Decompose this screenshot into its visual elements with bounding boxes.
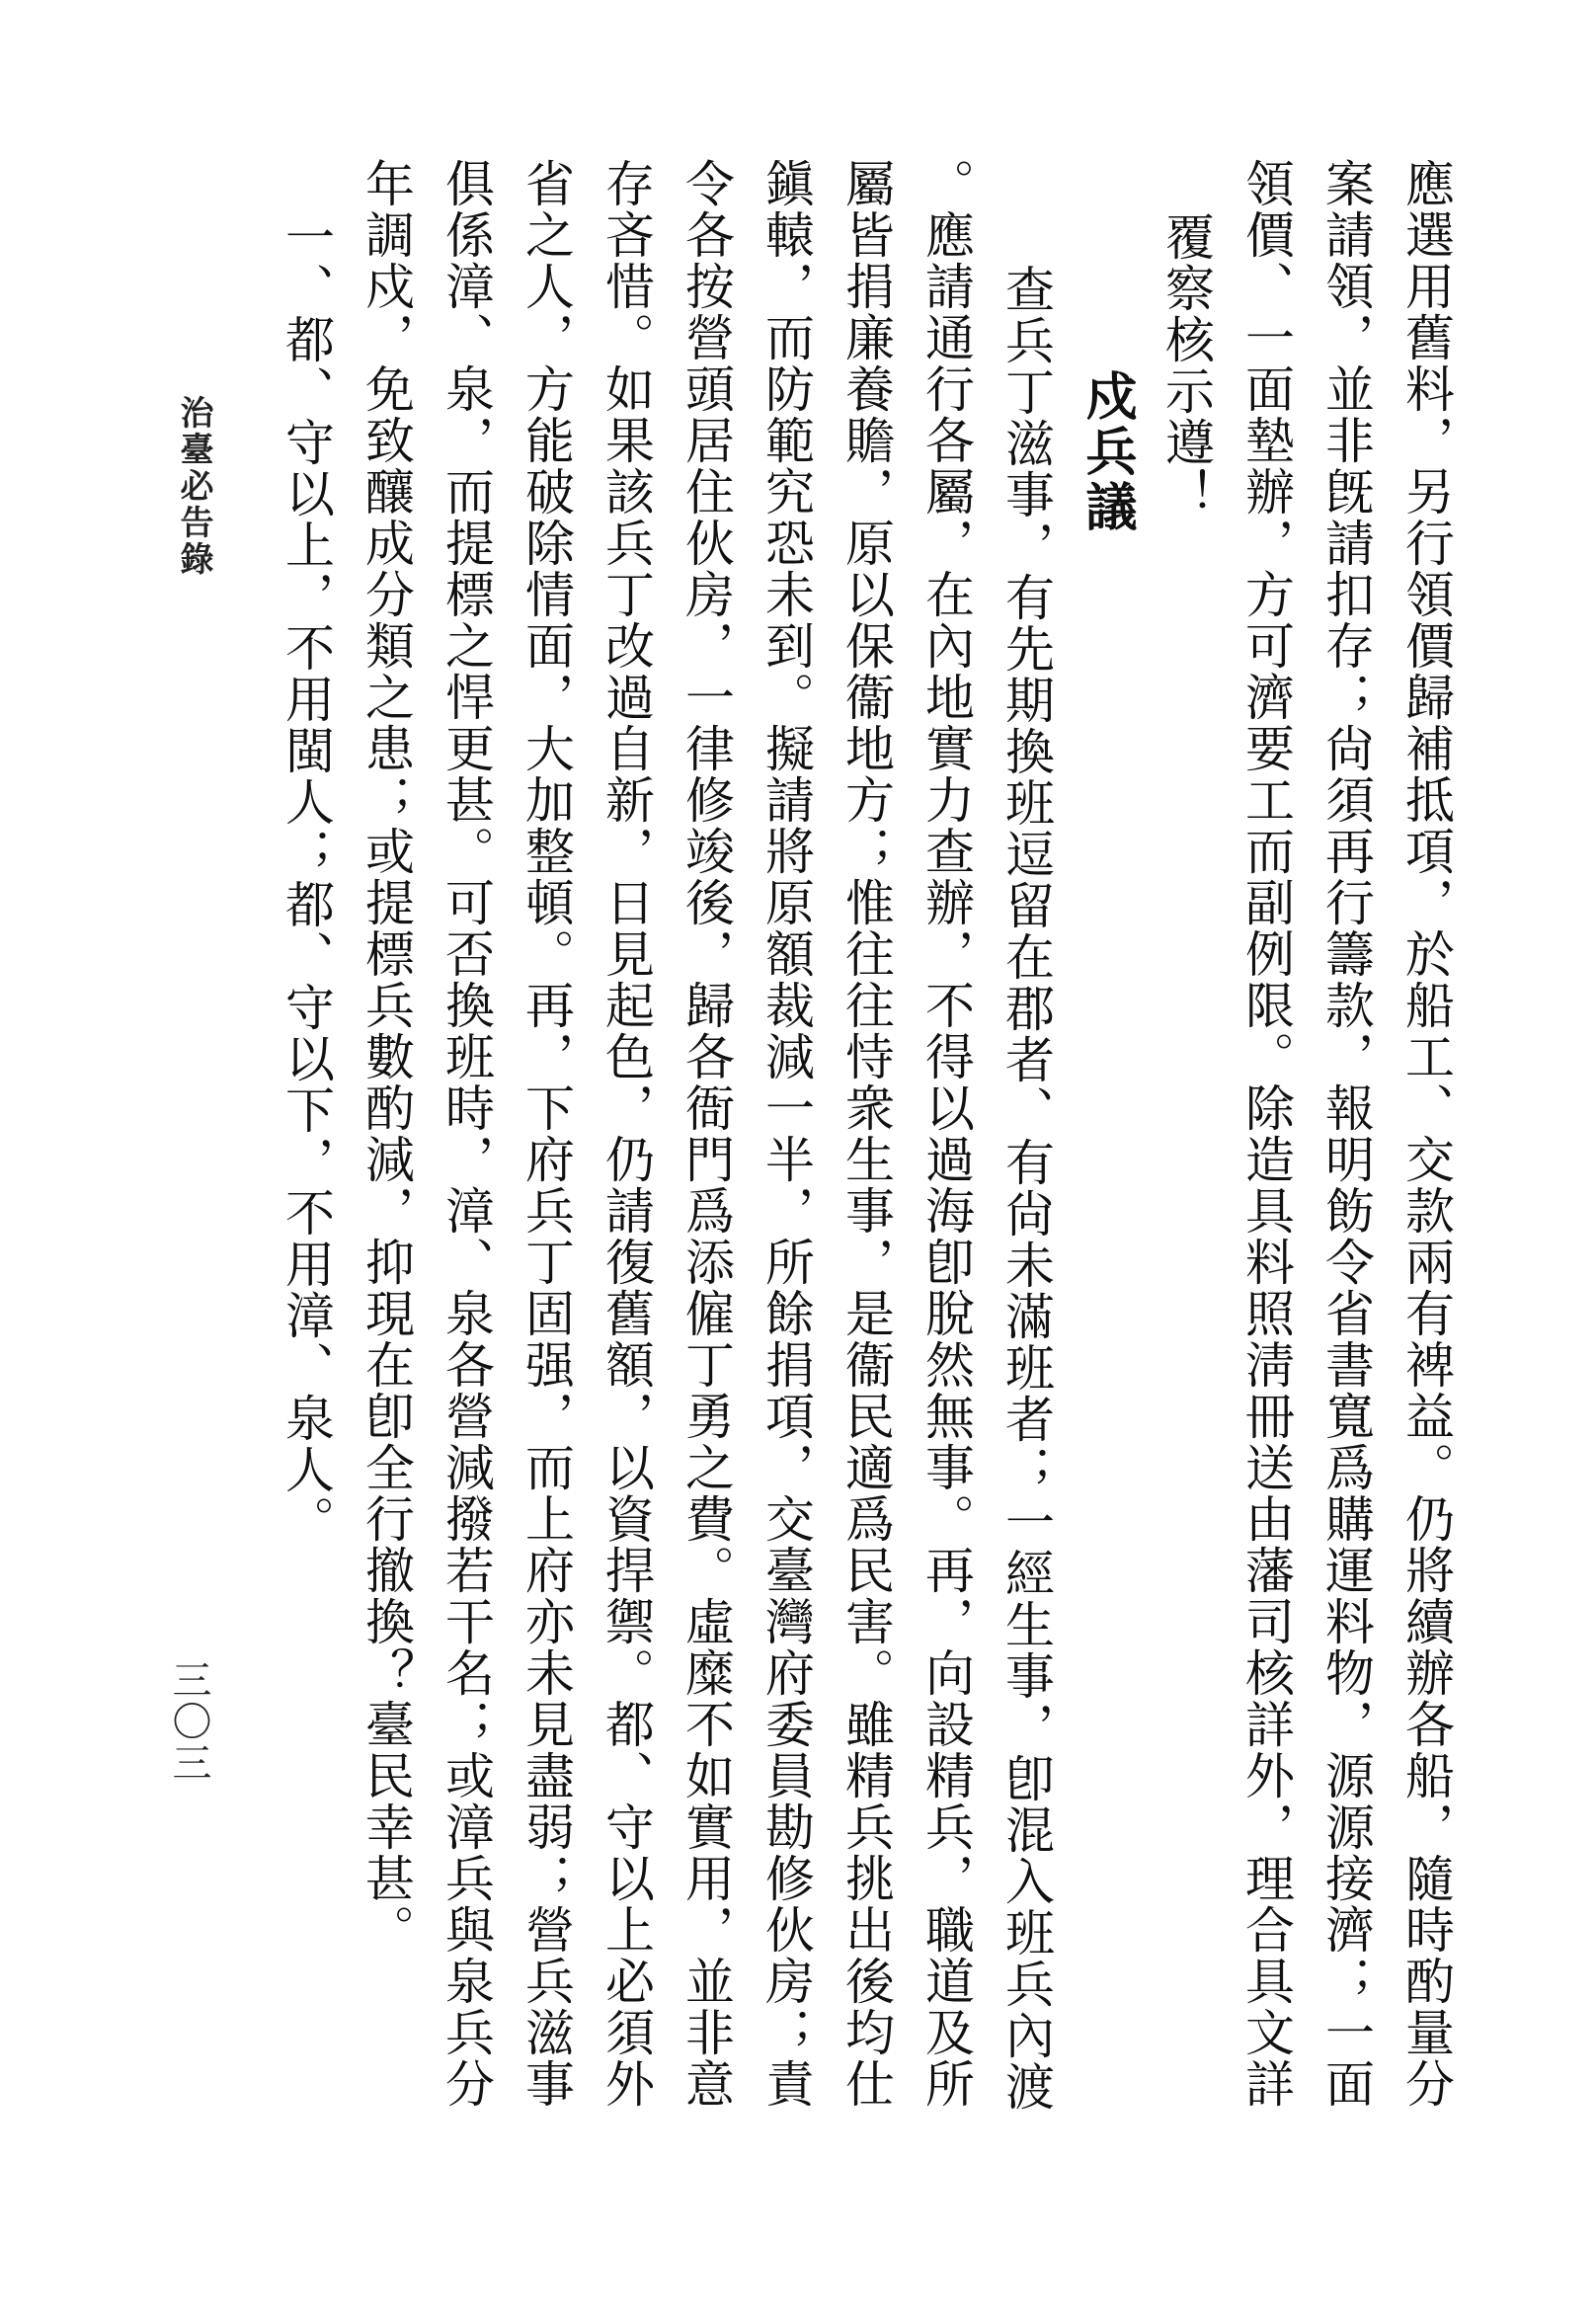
text-column: 省之人，方能破除情面，大加整頓。再，下府兵丁固强，而上府亦未見盡弱；營兵滋事 <box>518 158 575 2110</box>
text-column: 應選用舊料，另行領價歸補抵項，於船工、交款兩有裨益。仍將續辦各船，隨時酌量分 <box>1397 158 1455 2110</box>
text-column: 屬皆捐廉養贍，原以保衞地方；惟往往恃衆生事，是衞民適爲民害。雖精兵挑出後均仕 <box>838 158 895 2110</box>
text-column: 鎭轅，而防範究恐未到。擬請將原額裁減一半，所餘捐項，交臺灣府委員勘修伙房；責 <box>758 158 815 2110</box>
text-column: 俱係漳、泉，而提標之悍更甚。可否換班時，漳、泉各營減撥若干名；或漳兵與泉兵分 <box>438 158 495 2110</box>
running-head: 治臺必告錄 <box>174 395 213 578</box>
section-heading: 戍兵議 <box>1077 369 1136 535</box>
text-column: 案請領，並非旣請扣存；尙須再行籌款，報明飭令省書寬爲購運料物，源源接濟；一面 <box>1317 158 1375 2110</box>
text-column: 領價、一面墊辦，方可濟要工而副例限。除造具料照淸冊送由藩司核詳外，理合具文詳 <box>1237 158 1295 2110</box>
text-column: 查兵丁滋事，有先期換班逗留在郡者、有尙未滿班者；一經生事，卽混入班兵內渡 <box>998 264 1055 2113</box>
text-column: 覆察核示遵！ <box>1157 211 1215 520</box>
text-column: 年調戍，免致釀成分類之患；或提標兵數酌減，抑現在卽全行撤換？臺民幸甚。 <box>358 158 415 1956</box>
text-column: 令各按營頭居住伙房，一律修竣後，歸各衙門爲添僱丁勇之費。虛糜不如實用，並非意 <box>678 158 735 2110</box>
text-column: 。應請通行各屬，在內地實力查辦，不得以過海卽脫然無事。再，向設精兵，職道及所 <box>918 158 975 2110</box>
list-item: 一、都、守以上，不用閩人；都、守以下，不用漳、泉人。 <box>278 211 335 1547</box>
page-number: 三〇三 <box>166 1659 211 1784</box>
text-column: 存吝惜。如果該兵丁改過自新，日見起色，仍請復舊額，以資捍禦。都、守以上必須外 <box>598 158 655 2110</box>
body-text <box>266 158 1466 2113</box>
